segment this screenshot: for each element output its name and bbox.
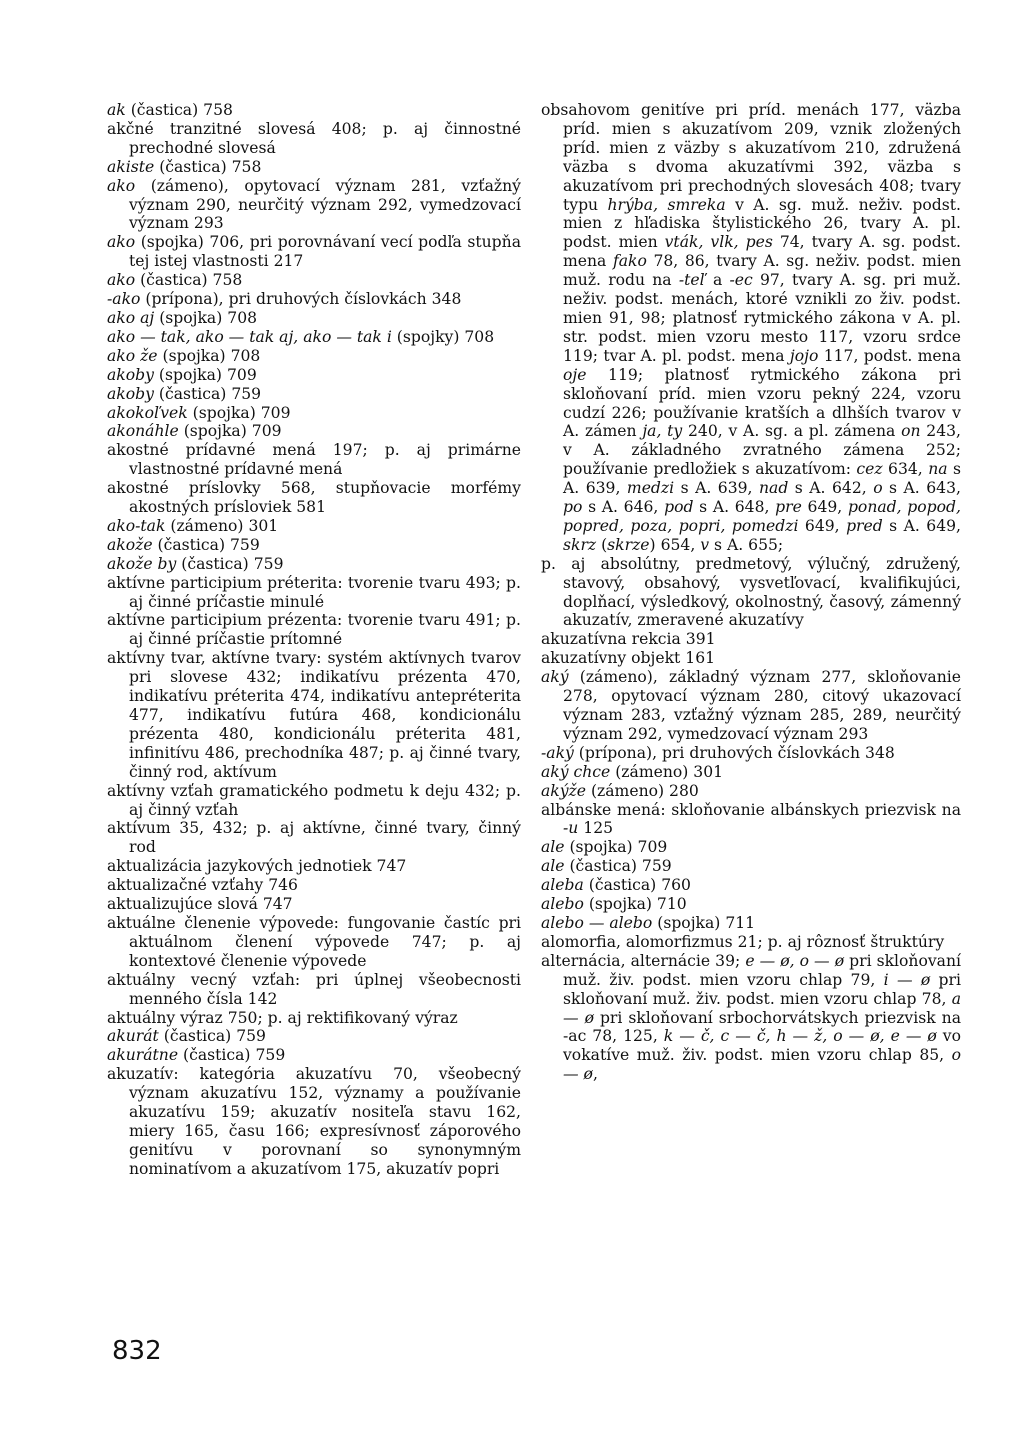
index-entry: akurát (častica) 759	[107, 1027, 266, 1046]
index-entry: -ako (prípona), pri druhových číslovkách 348	[107, 290, 462, 309]
index-entry: akoby (spojka) 709	[107, 365, 257, 384]
index-entry: ako (zámeno), opytovací význam 281, vzťažný význam 290, neurčitý význam 292, vymedzovací význam 293	[107, 176, 521, 233]
index-entry: aktuálny výraz 750; p. aj rektifikovaný výraz	[107, 1008, 458, 1027]
index-entry: akuzatív: kategória akuzatívu 70, všeobecný význam akuzatívu 152, významy a používanie akuzatívu 159; akuzatív nositeľa stavu 162, miery 165, času 166; expresívnosť záporového genitívu v porovnaní so synonymným nominatívom a akuzatívom 175, akuzatív popri	[107, 1065, 521, 1178]
index-entry: ako že (spojka) 708	[107, 346, 261, 365]
index-entry: akostné príslovky 568, stupňovacie morfémy akostných prísloviek 581	[107, 479, 521, 517]
index-entry: aktualizácia jazykových jednotiek 747	[107, 857, 407, 876]
index-entry: aktívne participium préterita: tvorenie tvaru 493; p. aj činné príčastie minulé	[107, 573, 521, 611]
index-entry: aktuálne členenie výpovede: fungovanie častíc pri aktuálnom členení výpovede 747; p. aj kontextové členenie výpovede	[107, 913, 521, 970]
index-entry: aktuálny vecný vzťah: pri úplnej všeobecnosti menného čísla 142	[107, 970, 521, 1008]
page-number: 832	[112, 1336, 162, 1366]
index-entry: ako (častica) 758	[107, 271, 243, 290]
index-entry: aktualizačné vzťahy 746	[107, 876, 298, 895]
index-entry: aktívum 35, 432; p. aj aktívne, činné tvary, činný rod	[107, 819, 521, 857]
index-entry: ako aj (spojka) 708	[107, 308, 258, 327]
index-entry: aktualizujúce slová 747	[107, 895, 293, 914]
index-entry: akostné prídavné mená 197; p. aj primárne vlastnostné prídavné mená	[107, 441, 521, 479]
index-entry: alebo (spojka) 710	[541, 895, 687, 914]
index-entry: alebo — alebo (spojka) 711	[541, 913, 756, 932]
index-entry: akoby (častica) 759	[107, 384, 262, 403]
index-entry: akože (častica) 759	[107, 535, 260, 554]
index-entry: ako — tak, ako — tak aj, ako — tak i (spojky) 708	[107, 327, 495, 346]
index-entry: aktívny vzťah gramatického podmetu k deju 432; p. aj činný vzťah	[107, 781, 521, 819]
index-entry: akonáhle (spojka) 709	[107, 422, 282, 441]
index-entry: akurátne (častica) 759	[107, 1046, 286, 1065]
index-entry: alomorfia, alomorfizmus 21; p. aj rôznosť štruktúry	[541, 932, 945, 951]
index-entry: akože by (častica) 759	[107, 554, 284, 573]
index-entry: ako-tak (zámeno) 301	[107, 516, 279, 535]
index-entry: akýže (zámeno) 280	[541, 781, 699, 800]
index-entry: obsahovom genitíve pri príd. menách 177, väzba príd. mien s akuzatívom 209, vznik zložených príd. mien z väzby s akuzatívom 210, združená väzba s dvoma akuzatívmi 392, väzba s akuzatívom pri prechodných slovesách 408; tvary typu hrýba, smreka v A. sg. muž. neživ. podst. mien z hľadiska štylistického 26, tvary A. pl. podst. mien vták, vlk, pes 74, tvary A. sg. podst. mena fako 78, 86, tvary A. sg. neživ. podst. mien muž. rodu na -teľ a -ec 97, tvary A. sg. pri muž. neživ. podst. menách, ktoré vznikli zo živ. podst. mien 91, 98; platnosť rytmického zákona v A. pl. str. podst. mien vzoru mesto 117, vzoru srdce 119; tvar A. pl. podst. mena jojo 117, podst. mena oje 119; platnosť rytmického zákona pri skloňovaní príd. mien vzoru pekný 224, vzoru cudzí 226; používanie kratších a dlhších tvarov v A. zámen ja, ty 240, v A. sg. a pl. zámena on 243, v A. základného zvratného zámena 252; používanie predložiek s akuzatívom: cez 634, na s A. 639, medzi s A. 639, nad s A. 642, o s A. 643, po s A. 646, pod s A. 648, pre 649, ponad, popod, popred, poza, popri, pomedzi 649, pred s A. 649, skrz (skrze) 654, v s A. 655;	[541, 101, 962, 554]
index-entry: aleba (častica) 760	[541, 876, 691, 895]
index-entry: akokoľvek (spojka) 709	[107, 403, 291, 422]
index-entry: akuzatívna rekcia 391	[541, 630, 716, 649]
index-entry: p. aj absolútny, predmetový, výlučný, združený, stavový, obsahový, vysvetľovací, kvalifikujúci, doplňací, výsledkový, okolnostný, časový, zámenný akuzatív, zmeravené akuzatívy	[541, 554, 961, 630]
index-entry: ale (spojka) 709	[541, 838, 668, 857]
index-entry: aktívny tvar, aktívne tvary: systém aktívnych tvarov pri slovese 432; indikatívu prézenta 470, indikatívu préterita 474, indikatívu antepréterita 477, indikatívu futúra 468, kondicionálu prézenta 480, kondicionálu préterita 481, infinitívu 486, prechodníka 487; p. aj činné tvary, činný rod, aktívum	[107, 649, 521, 781]
index-entry: ale (častica) 759	[541, 857, 672, 876]
index-entry: albánske mená: skloňovanie albánskych priezvisk na -u 125	[541, 800, 961, 838]
index-entry: aký (zámeno), základný význam 277, skloňovanie 278, opytovací význam 280, citový ukazovací význam 283, vzťažný význam 285, 289, neurčitý význam 292, vymedzovací význam 293	[541, 668, 961, 743]
index-entry: ak (častica) 758	[107, 101, 233, 119]
index-entry: aktívne participium prézenta: tvorenie tvaru 491; p. aj činné príčastie prítomné	[107, 611, 521, 649]
index-entry: ako (spojka) 706, pri porovnávaní vecí podľa stupňa tej istej vlastnosti 217	[107, 233, 521, 271]
index-entry: akiste (častica) 758	[107, 157, 262, 176]
index-entry: akuzatívny objekt 161	[541, 649, 716, 668]
index-entry: akčné tranzitné slovesá 408; p. aj činnostné prechodné slovesá	[107, 119, 521, 157]
index-entry: -aký (prípona), pri druhových číslovkách 348	[541, 743, 895, 762]
index-column-left	[107, 101, 521, 1179]
index-entry: aký chce (zámeno) 301	[541, 762, 724, 781]
index-entry: alternácia, alternácie 39; e — ø, o — ø pri skloňovaní muž. živ. podst. mien vzoru chlap 79, i — ø pri skloňovaní muž. živ. podst. mien vzoru chlap 78, a — ø pri skloňovaní srbochorvátskych priezvisk na -ac 78, 125, k — č, c — č, h — ž, o — ø, e — ø vo vokatíve muž. živ. podst. mien vzoru chlap 85, o — ø,	[541, 951, 962, 1084]
index-column-right	[541, 101, 961, 1084]
